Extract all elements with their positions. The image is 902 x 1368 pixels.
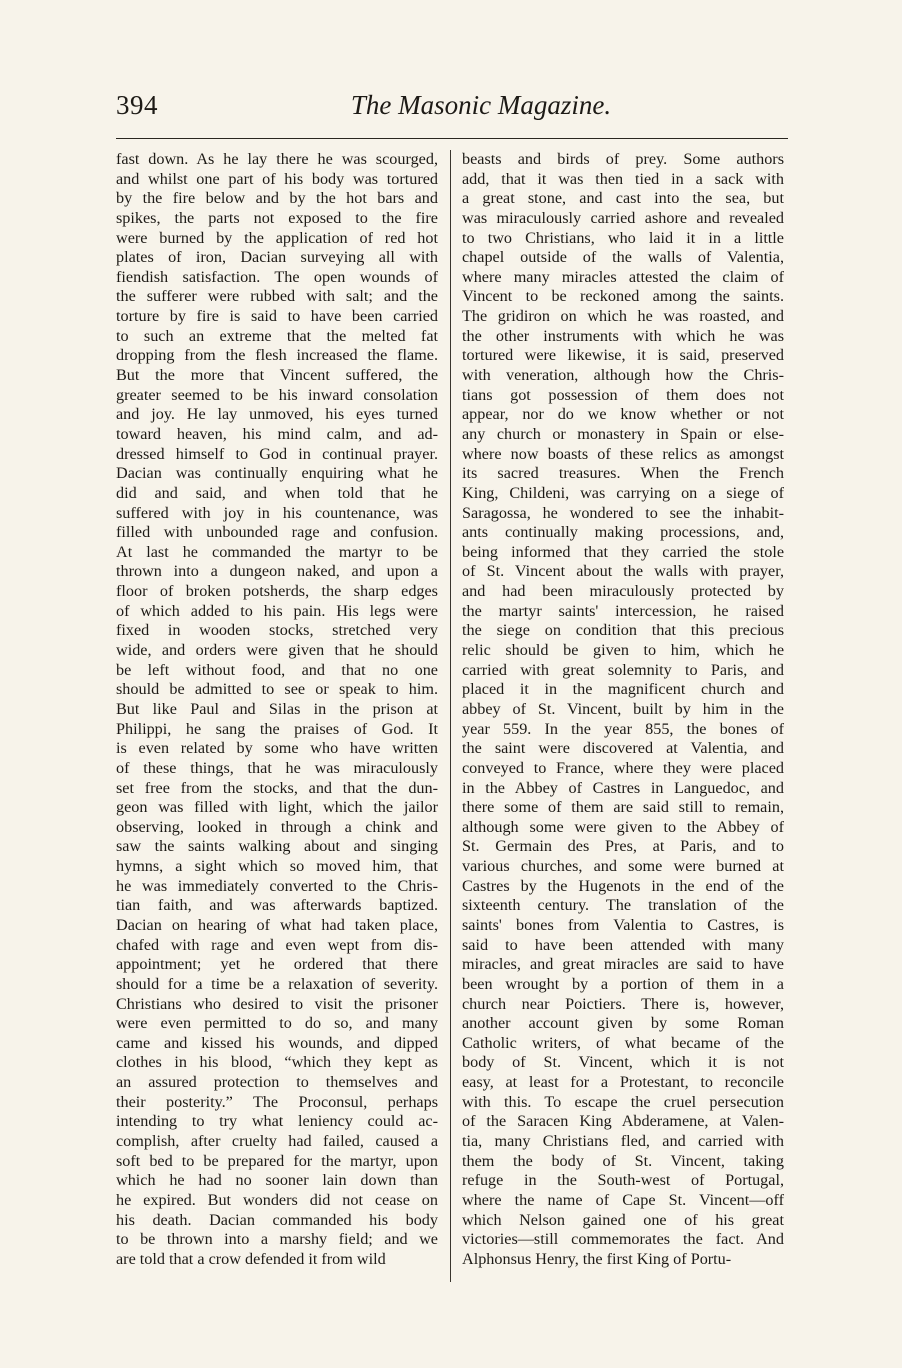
text-line: soft bed to be prepared for the martyr, upon <box>116 1151 438 1170</box>
text-line: Dacian on hearing of what had taken place, <box>116 915 438 934</box>
page-number: 394 <box>116 90 158 120</box>
text-line: did and said, and when told that he <box>116 483 438 502</box>
text-line: dressed himself to God in continual prayer. <box>116 444 438 463</box>
text-line: to two Christians, who laid it in a little <box>462 228 784 247</box>
text-line: the other instruments with which he was <box>462 326 784 345</box>
text-line: Castres by the Hugenots in the end of the <box>462 876 784 895</box>
text-line: St. Germain des Pres, at Paris, and to <box>462 837 784 856</box>
text-line: Saragossa, he wondered to see the inhabit- <box>462 503 784 522</box>
text-line: thrown into a dungeon naked, and upon a <box>116 562 438 581</box>
text-line: were burned by the application of red hot <box>116 228 438 247</box>
text-line: chapel outside of the walls of Valentia, <box>462 248 784 267</box>
text-line: Dacian was continually enquiring what he <box>116 464 438 483</box>
text-line: set free from the stocks, and that the dun- <box>116 778 438 797</box>
text-line: tortured were likewise, it is said, preserved <box>462 346 784 365</box>
text-line: in the Abbey of Castres in Languedoc, and <box>462 778 784 797</box>
text-line: At last he commanded the martyr to be <box>116 542 438 561</box>
text-line: which Nelson gained one of his great <box>462 1210 784 1229</box>
text-line: wide, and orders were given that he should <box>116 641 438 660</box>
text-line: fiendish satisfaction. The open wounds of <box>116 267 438 286</box>
text-line: should be admitted to see or speak to him. <box>116 680 438 699</box>
right-column <box>462 150 784 1270</box>
text-line: with this. To escape the cruel persecution <box>462 1092 784 1111</box>
text-line: his death. Dacian commanded his body <box>116 1210 438 1229</box>
text-line: dropping from the flesh increased the flame. <box>116 346 438 365</box>
text-line: saints' bones from Valentia to Castres, is <box>462 915 784 934</box>
text-line: of these things, that he was miraculously <box>116 758 438 777</box>
text-line: and whilst one part of his body was tortured <box>116 169 438 188</box>
text-line: church near Poictiers. There is, however, <box>462 994 784 1013</box>
text-line: where the name of Cape St. Vincent—off <box>462 1190 784 1209</box>
text-line: the sufferer were rubbed with salt; and the <box>116 287 438 306</box>
column-divider <box>450 150 451 1282</box>
running-title: The Masonic Magazine. <box>350 90 612 120</box>
text-line: the martyr saints' intercession, he raised <box>462 601 784 620</box>
text-line: fixed in wooden stocks, stretched very <box>116 621 438 640</box>
text-line: sixteenth century. The translation of the <box>462 896 784 915</box>
text-line: and had been miraculously protected by <box>462 582 784 601</box>
text-line: clothes in his blood, “which they kept as <box>116 1053 438 1072</box>
text-line: body of St. Vincent, which it is not <box>462 1053 784 1072</box>
text-line: floor of broken potsherds, the sharp edges <box>116 582 438 601</box>
text-line: is even related by some who have written <box>116 739 438 758</box>
text-line: add, that it was then tied in a sack with <box>462 169 784 188</box>
text-line: tians got possession of them does not <box>462 385 784 404</box>
text-line: complish, after cruelty had failed, caused a <box>116 1132 438 1151</box>
text-line: by the fire below and by the hot bars and <box>116 189 438 208</box>
text-line: should for a time be a relaxation of severity. <box>116 974 438 993</box>
text-line: But like Paul and Silas in the prison at <box>116 699 438 718</box>
text-line: an assured protection to themselves and <box>116 1073 438 1092</box>
text-line: But the more that Vincent suffered, the <box>116 366 438 385</box>
text-line: intending to try what leniency could ac- <box>116 1112 438 1131</box>
text-line: spikes, the parts not exposed to the fire <box>116 208 438 227</box>
text-line: with veneration, although how the Chris- <box>462 366 784 385</box>
text-line: any church or monastery in Spain or else- <box>462 424 784 443</box>
text-line: he was immediately converted to the Chris- <box>116 876 438 895</box>
text-line: to such an extreme that the melted fat <box>116 326 438 345</box>
text-line: a great stone, and cast into the sea, but <box>462 189 784 208</box>
text-line: beasts and birds of prey. Some authors <box>462 150 784 168</box>
text-line: King, Childeni, was carrying on a siege of <box>462 483 784 502</box>
text-line: another account given by some Roman <box>462 1014 784 1033</box>
text-line: Vincent to be reckoned among the saints. <box>462 287 784 306</box>
text-line: of the Saracen King Abderamene, at Valen- <box>462 1112 784 1131</box>
text-line: fast down. As he lay there he was scourged, <box>116 150 438 168</box>
text-line: its sacred treasures. When the French <box>462 464 784 483</box>
text-line: greater seemed to be his inward consolation <box>116 385 438 404</box>
text-line: and joy. He lay unmoved, his eyes turned <box>116 405 438 424</box>
text-line: refuge in the South-west of Portugal, <box>462 1171 784 1190</box>
text-line: appear, nor do we know whether or not <box>462 405 784 424</box>
text-line: saw the saints walking about and singing <box>116 837 438 856</box>
text-line: their posterity.” The Proconsul, perhaps <box>116 1092 438 1111</box>
text-line: the saint were discovered at Valentia, and <box>462 739 784 758</box>
text-line: easy, at least for a Protestant, to reconcile <box>462 1073 784 1092</box>
text-line: them the body of St. Vincent, taking <box>462 1151 784 1170</box>
text-line: tian faith, and was afterwards baptized. <box>116 896 438 915</box>
text-line: filled with unbounded rage and confusion. <box>116 523 438 542</box>
text-line: been wrought by a portion of them in a <box>462 974 784 993</box>
text-line: ants continually making processions, and, <box>462 523 784 542</box>
text-line: conveyed to France, where they were placed <box>462 758 784 777</box>
text-line: although some were given to the Abbey of <box>462 817 784 836</box>
text-line: chafed with rage and even wept from dis- <box>116 935 438 954</box>
text-line: victories—still commemorates the fact. And <box>462 1230 784 1249</box>
text-line: be left without food, and that no one <box>116 660 438 679</box>
text-line: geon was filled with light, which the jailor <box>116 798 438 817</box>
text-line: toward heaven, his mind calm, and ad- <box>116 424 438 443</box>
text-line: of which added to his pain. His legs were <box>116 601 438 620</box>
text-line: hymns, a sight which so moved him, that <box>116 857 438 876</box>
text-line: abbey of St. Vincent, built by him in the <box>462 699 784 718</box>
text-line: were even permitted to do so, and many <box>116 1014 438 1033</box>
text-line: observing, looked in through a chink and <box>116 817 438 836</box>
text-line: various churches, and some were burned at <box>462 857 784 876</box>
text-columns <box>116 150 788 1290</box>
text-line: placed it in the magnificent church and <box>462 680 784 699</box>
text-line: there some of them are said still to remain, <box>462 798 784 817</box>
text-line: Alphonsus Henry, the first King of Portu- <box>462 1249 732 1268</box>
text-line: suffered with joy in his countenance, was <box>116 503 438 522</box>
text-line: came and kissed his wounds, and dipped <box>116 1033 438 1052</box>
text-line: appointment; yet he ordered that there <box>116 955 438 974</box>
text-line: the siege on condition that this precious <box>462 621 784 640</box>
text-line: was miraculously carried ashore and revealed <box>462 208 784 227</box>
text-line: tia, many Christians fled, and carried with <box>462 1132 784 1151</box>
text-line: where many miracles attested the claim of <box>462 267 784 286</box>
text-line: are told that a crow defended it from wild <box>116 1249 386 1268</box>
header-rule <box>116 138 788 139</box>
text-line: torture by fire is said to have been carried <box>116 307 438 326</box>
left-column <box>116 150 438 1270</box>
text-line: of St. Vincent about the walls with prayer, <box>462 562 784 581</box>
text-line: being informed that they carried the stole <box>462 542 784 561</box>
text-line: miracles, and great miracles are said to have <box>462 955 784 974</box>
text-line: where now boasts of these relics as amongst <box>462 444 784 463</box>
text-line: Catholic writers, of what became of the <box>462 1033 784 1052</box>
text-line: year 559. In the year 855, the bones of <box>462 719 784 738</box>
text-line: carried with great solemnity to Paris, and <box>462 660 784 679</box>
text-line: Christians who desired to visit the prisoner <box>116 994 438 1013</box>
text-line: to be thrown into a marshy field; and we <box>116 1230 438 1249</box>
text-line: which he had no sooner lain down than <box>116 1171 438 1190</box>
text-line: said to have been attended with many <box>462 935 784 954</box>
text-line: relic should be given to him, which he <box>462 641 784 660</box>
text-line: Philippi, he sang the praises of God. It <box>116 719 438 738</box>
text-line: plates of iron, Dacian surveying all with <box>116 248 438 267</box>
text-line: The gridiron on which he was roasted, and <box>462 307 784 326</box>
text-line: he expired. But wonders did not cease on <box>116 1190 438 1209</box>
